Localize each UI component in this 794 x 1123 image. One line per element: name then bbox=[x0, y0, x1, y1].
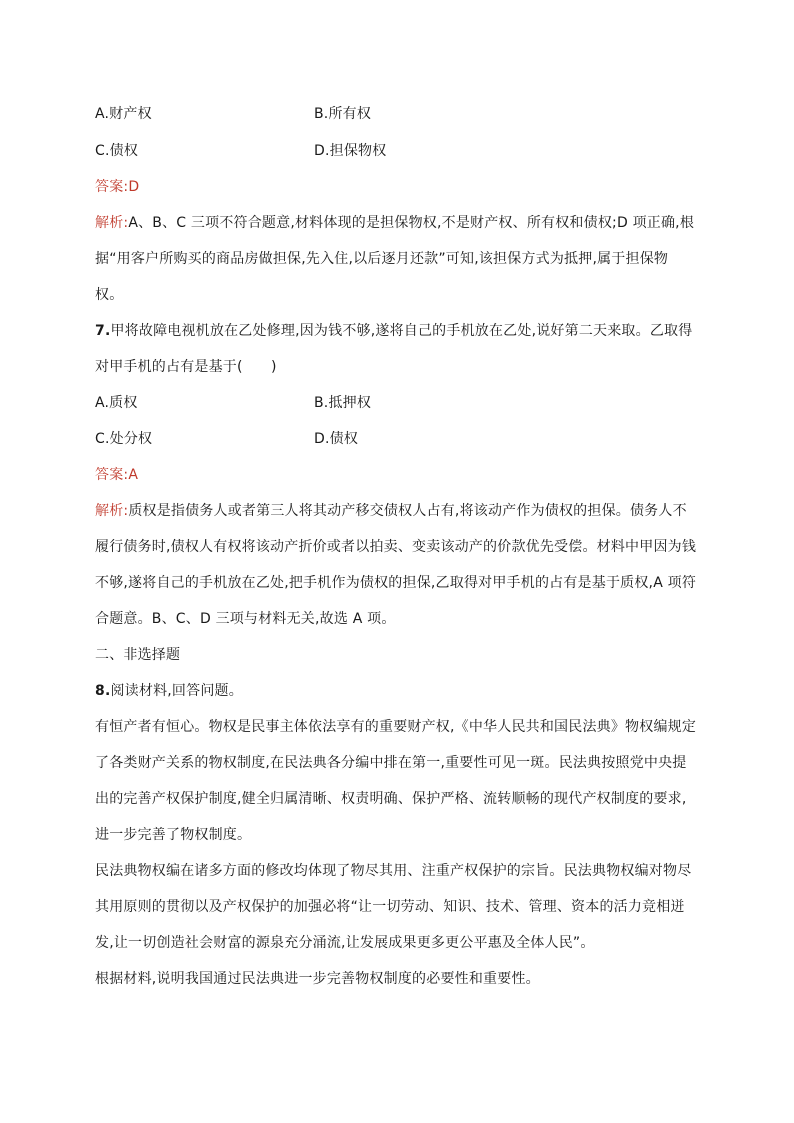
q7-analysis-text-1: 质权是指债务人或者第三人将其动产移交债权人占有,将该动产作为债权的担保。债务人不 bbox=[128, 503, 687, 519]
q6-analysis-line-2: 据“用客户所购买的商品房做担保,先入住,以后逐月还款”可知,该担保方式为抵押,属于担保物 bbox=[95, 251, 669, 267]
q7-analysis-line-2: 履行债务时,债权人有权将该动产折价或者以拍卖、变卖该动产的价款优先受偿。材料中甲因为钱 bbox=[95, 539, 697, 555]
q6-option-b: B.所有权 bbox=[314, 106, 372, 122]
q7-stem-line-2: 对甲手机的占有是基于( ) bbox=[95, 359, 277, 375]
q6-option-c: C.债权 bbox=[95, 143, 139, 159]
q6-option-d: D.担保物权 bbox=[314, 143, 387, 159]
q6-analysis-line-1 bbox=[95, 213, 694, 233]
q6-answer-label: 答案: bbox=[95, 179, 129, 195]
q6-analysis-text-1: A、B、C 三项不符合题意,材料体现的是担保物权,不是财产权、所有权和债权;D 项正确,根 bbox=[128, 215, 695, 231]
q7-option-d: D.债权 bbox=[314, 431, 359, 447]
q7-options-row-1 bbox=[95, 393, 372, 413]
q7-stem-line-1 bbox=[95, 321, 692, 341]
q8-para2-line-3: 发,让一切创造社会财富的源泉充分涌流,让发展成果更多更公平惠及全体人民”。 bbox=[95, 935, 595, 951]
q7-analysis-label: 解析: bbox=[95, 503, 129, 519]
q7-stem-text-1: 甲将故障电视机放在乙处修理,因为钱不够,遂将自己的手机放在乙处,说好第二天来取。乙取得 bbox=[110, 323, 693, 339]
q8-para1-line-3: 出的完善产权保护制度,健全归属清晰、权责明确、保护严格、流转顺畅的现代产权制度的要求, bbox=[95, 791, 687, 807]
q6-answer bbox=[95, 177, 139, 197]
q7-answer bbox=[95, 465, 138, 485]
q8-para2-line-1: 民法典物权编在诸多方面的修改均体现了物尽其用、注重产权保护的宗旨。民法典物权编对物尽 bbox=[95, 863, 692, 879]
q6-options-row-1 bbox=[95, 104, 372, 124]
q7-analysis-line-1 bbox=[95, 501, 687, 521]
q7-option-b: B.抵押权 bbox=[314, 395, 372, 411]
q7-answer-value: A bbox=[128, 467, 139, 483]
q7-option-a: A.质权 bbox=[95, 395, 138, 411]
q8-para1-line-2: 了各类财产关系的物权制度,在民法典各分编中排在第一,重要性可见一斑。民法典按照党中央提 bbox=[95, 755, 687, 771]
q8-stem bbox=[95, 681, 243, 701]
q8-number: 8. bbox=[95, 683, 111, 699]
q7-options-row-2 bbox=[95, 429, 359, 449]
section-title: 二、非选择题 bbox=[95, 647, 181, 663]
q7-answer-label: 答案: bbox=[95, 467, 129, 483]
q7-number: 7. bbox=[95, 323, 111, 339]
q6-analysis-label: 解析: bbox=[95, 215, 129, 231]
q8-para1-line-4: 进一步完善了物权制度。 bbox=[95, 827, 252, 843]
q6-option-a: A.财产权 bbox=[95, 106, 152, 122]
q7-analysis-line-3: 不够,遂将自己的手机放在乙处,把手机作为债权的担保,乙取得对甲手机的占有是基于质权,A 项符 bbox=[95, 575, 697, 591]
q7-option-c: C.处分权 bbox=[95, 431, 153, 447]
q8-para2-line-2: 其用原则的贯彻以及产权保护的加强必将“让一切劳动、知识、技术、管理、资本的活力竞相迸 bbox=[95, 899, 685, 915]
q8-para1-line-1: 有恒产者有恒心。物权是民事主体依法享有的重要财产权,《中华人民共和国民法典》物权编规定 bbox=[95, 719, 697, 735]
q6-options-row-2 bbox=[95, 141, 387, 161]
q6-analysis-line-3: 权。 bbox=[95, 287, 124, 303]
q8-question: 根据材料,说明我国通过民法典进一步完善物权制度的必要性和重要性。 bbox=[95, 971, 540, 987]
q7-analysis-line-4: 合题意。B、C、D 三项与材料无关,故选 A 项。 bbox=[95, 611, 396, 627]
q6-answer-value: D bbox=[128, 179, 140, 195]
q8-stem-text: 阅读材料,回答问题。 bbox=[110, 683, 243, 699]
